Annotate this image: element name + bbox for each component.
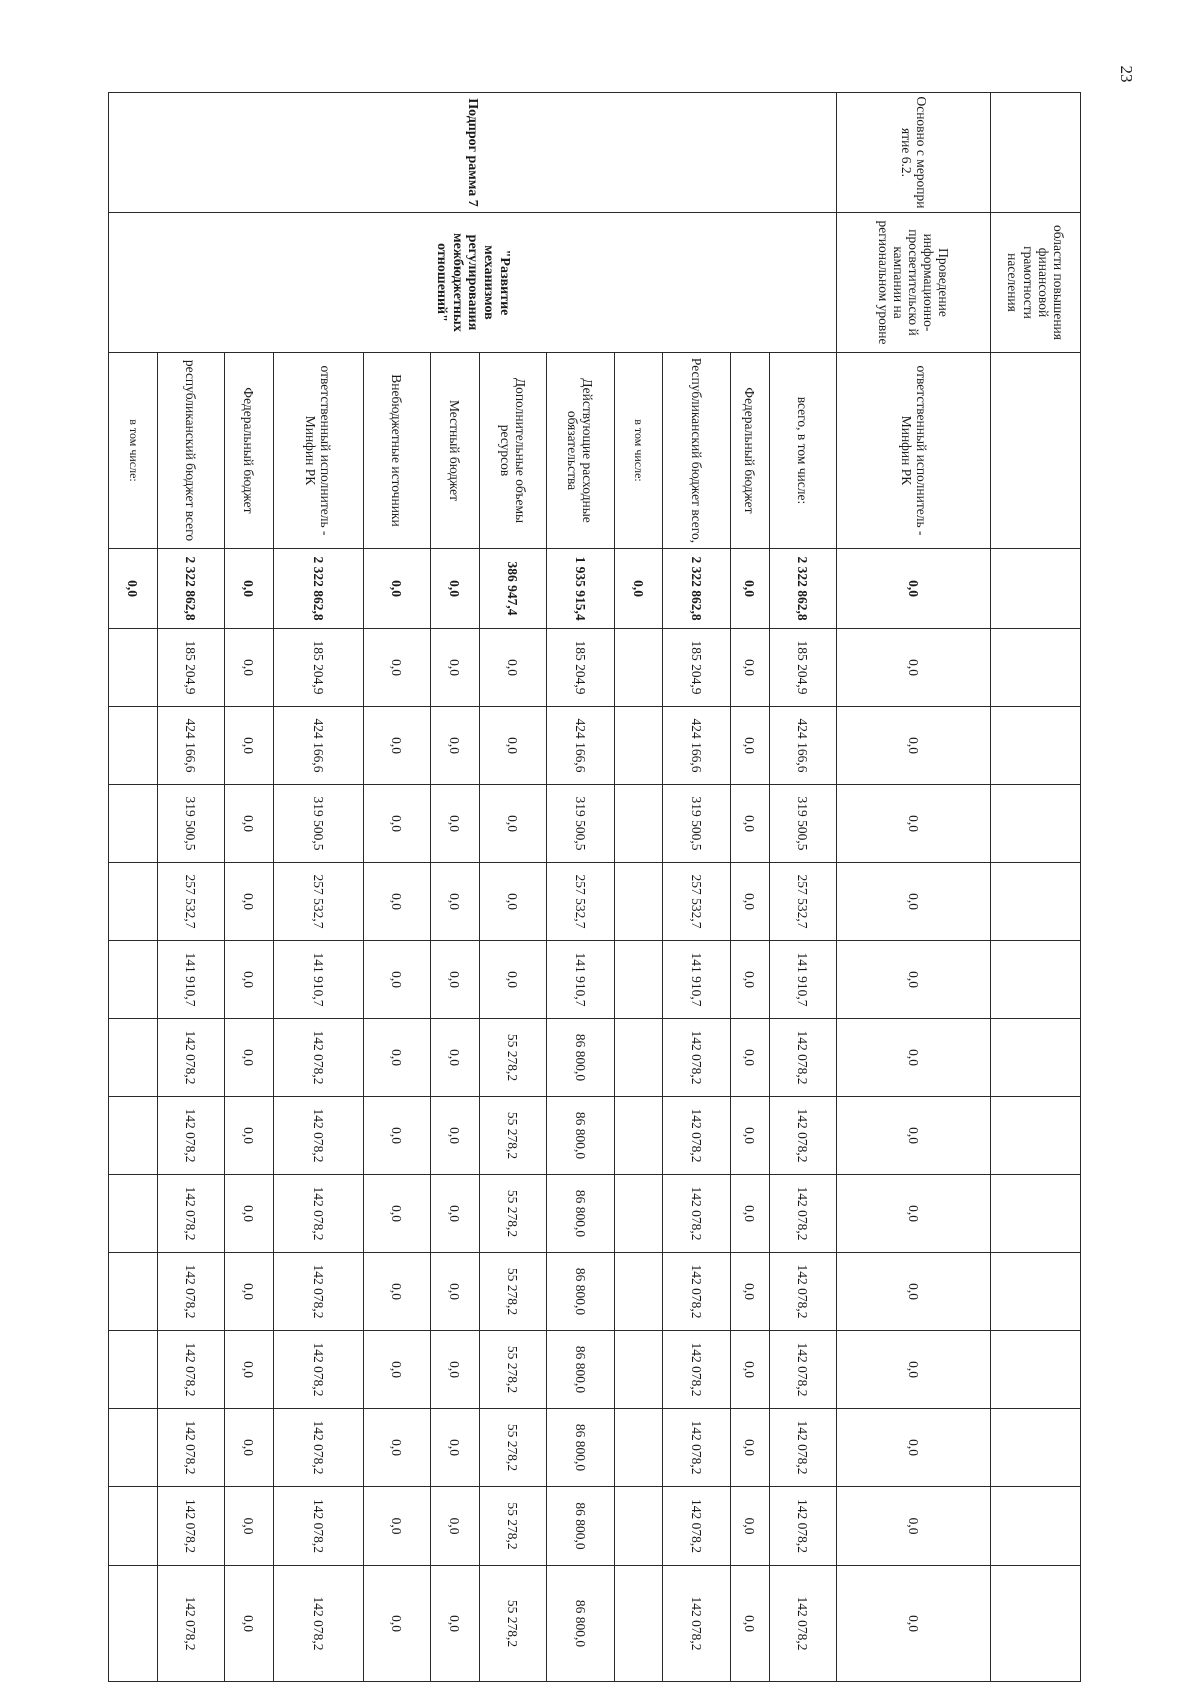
value-cell <box>614 1331 663 1409</box>
value-cell <box>109 707 158 785</box>
value-cell: 0,0 <box>837 941 991 1019</box>
rotated-table-wrapper <box>108 92 1081 1682</box>
value-cell: 142 078,2 <box>769 1487 836 1566</box>
value-cell: 1 935 915,4 <box>547 549 614 629</box>
value-cell: 142 078,2 <box>273 1253 363 1331</box>
value-cell <box>991 707 1081 785</box>
value-cell <box>109 1175 158 1253</box>
value-cell: 319 500,5 <box>273 785 363 863</box>
value-cell: 0,0 <box>225 1566 274 1682</box>
value-cell <box>109 1409 158 1487</box>
value-cell: 142 078,2 <box>273 1331 363 1409</box>
value-cell: 142 078,2 <box>273 1487 363 1566</box>
value-cell: 142 078,2 <box>769 1175 836 1253</box>
value-cell: 0,0 <box>225 1019 274 1097</box>
page-number: 23 <box>1117 65 1136 83</box>
value-cell: 142 078,2 <box>157 1331 224 1409</box>
value-cell <box>614 941 663 1019</box>
value-cell: 55 278,2 <box>479 1019 546 1097</box>
value-cell: 86 800,0 <box>547 1019 614 1097</box>
value-cell: 0,0 <box>730 863 769 941</box>
value-cell: 0,0 <box>837 1019 991 1097</box>
value-cell: 0,0 <box>225 1409 274 1487</box>
value-cell: 0,0 <box>225 629 274 707</box>
value-cell: 0,0 <box>363 785 430 863</box>
value-cell: 0,0 <box>837 863 991 941</box>
value-cell: 0,0 <box>431 629 480 707</box>
value-cell: 0,0 <box>730 1097 769 1175</box>
value-cell: 0,0 <box>479 707 546 785</box>
value-cell: 0,0 <box>837 1409 991 1487</box>
value-cell <box>991 1487 1081 1566</box>
row-name-cell: области повышения финансовой грамотности населения <box>991 213 1081 353</box>
value-cell: 86 800,0 <box>547 1331 614 1409</box>
value-cell: 0,0 <box>363 1097 430 1175</box>
value-cell: 142 078,2 <box>157 1175 224 1253</box>
value-cell: 424 166,6 <box>157 707 224 785</box>
value-cell: 142 078,2 <box>663 1019 730 1097</box>
value-cell <box>614 1253 663 1331</box>
value-cell: 142 078,2 <box>769 1566 836 1682</box>
value-cell <box>109 863 158 941</box>
value-cell: 185 204,9 <box>547 629 614 707</box>
value-cell: 0,0 <box>837 1331 991 1409</box>
value-cell: 0,0 <box>837 707 991 785</box>
value-cell: 141 910,7 <box>663 941 730 1019</box>
row-source-cell: в том числе: <box>614 353 663 549</box>
value-cell: 0,0 <box>225 1331 274 1409</box>
value-cell: 2 322 862,8 <box>769 549 836 629</box>
value-cell: 424 166,6 <box>663 707 730 785</box>
value-cell: 0,0 <box>431 863 480 941</box>
value-cell: 142 078,2 <box>769 1019 836 1097</box>
value-cell: 55 278,2 <box>479 1487 546 1566</box>
value-cell: 0,0 <box>730 785 769 863</box>
value-cell <box>109 785 158 863</box>
value-cell: 0,0 <box>730 1409 769 1487</box>
value-cell: 142 078,2 <box>769 1331 836 1409</box>
value-cell: 142 078,2 <box>157 1019 224 1097</box>
value-cell: 424 166,6 <box>547 707 614 785</box>
value-cell: 386 947,4 <box>479 549 546 629</box>
budget-table <box>108 92 1081 1682</box>
value-cell <box>614 1487 663 1566</box>
value-cell: 0,0 <box>431 1331 480 1409</box>
value-cell: 0,0 <box>837 1253 991 1331</box>
value-cell <box>991 629 1081 707</box>
value-cell: 0,0 <box>363 941 430 1019</box>
value-cell: 86 800,0 <box>547 1175 614 1253</box>
row-source-cell: республиканский бюджет всего <box>157 353 224 549</box>
value-cell: 0,0 <box>837 785 991 863</box>
value-cell <box>109 1253 158 1331</box>
value-cell: 0,0 <box>363 1566 430 1682</box>
value-cell: 86 800,0 <box>547 1487 614 1566</box>
value-cell: 0,0 <box>837 629 991 707</box>
row-source-cell: Республиканский бюджет всего, <box>663 353 730 549</box>
value-cell <box>991 1253 1081 1331</box>
value-cell: 185 204,9 <box>663 629 730 707</box>
value-cell: 0,0 <box>431 941 480 1019</box>
value-cell: 142 078,2 <box>663 1487 730 1566</box>
value-cell: 0,0 <box>363 629 430 707</box>
value-cell: 142 078,2 <box>663 1566 730 1682</box>
value-cell: 141 910,7 <box>157 941 224 1019</box>
value-cell <box>614 1566 663 1682</box>
value-cell: 86 800,0 <box>547 1409 614 1487</box>
value-cell: 0,0 <box>225 1097 274 1175</box>
value-cell: 0,0 <box>837 1566 991 1682</box>
value-cell <box>991 1331 1081 1409</box>
value-cell: 0,0 <box>730 1566 769 1682</box>
row-name-cell: Проведение информационно-просветительско й кампании на региональном уровне <box>837 213 991 353</box>
value-cell <box>991 863 1081 941</box>
value-cell: 0,0 <box>431 1409 480 1487</box>
value-cell <box>991 785 1081 863</box>
value-cell <box>109 1019 158 1097</box>
value-cell: 424 166,6 <box>273 707 363 785</box>
value-cell: 142 078,2 <box>663 1331 730 1409</box>
budget-table-frame <box>108 92 1081 1682</box>
value-cell: 0,0 <box>730 549 769 629</box>
value-cell: 55 278,2 <box>479 1097 546 1175</box>
value-cell: 55 278,2 <box>479 1331 546 1409</box>
value-cell: 0,0 <box>730 941 769 1019</box>
value-cell: 142 078,2 <box>273 1097 363 1175</box>
value-cell <box>991 1566 1081 1682</box>
value-cell: 141 910,7 <box>547 941 614 1019</box>
value-cell: 2 322 862,8 <box>157 549 224 629</box>
value-cell: 185 204,9 <box>769 629 836 707</box>
value-cell: 319 500,5 <box>663 785 730 863</box>
value-cell: 0,0 <box>730 1019 769 1097</box>
value-cell: 142 078,2 <box>157 1409 224 1487</box>
value-cell: 142 078,2 <box>769 1253 836 1331</box>
value-cell: 0,0 <box>479 941 546 1019</box>
value-cell: 319 500,5 <box>769 785 836 863</box>
value-cell: 0,0 <box>837 1487 991 1566</box>
subprogram-name: "Развитие механизмов регулирования межбюджетных отношений" <box>109 213 837 353</box>
value-cell <box>991 1175 1081 1253</box>
table-row <box>769 93 836 1682</box>
value-cell: 0,0 <box>614 549 663 629</box>
value-cell <box>991 1097 1081 1175</box>
value-cell <box>614 863 663 941</box>
row-source-cell: ответственный исполнитель - Минфин РК <box>273 353 363 549</box>
value-cell: 0,0 <box>225 1487 274 1566</box>
value-cell <box>109 629 158 707</box>
row-label-cell <box>991 93 1081 213</box>
row-source-cell: в том числе: <box>109 353 158 549</box>
value-cell: 142 078,2 <box>157 1487 224 1566</box>
value-cell <box>109 1487 158 1566</box>
subprogram-label: Подпрог рамма 7 <box>109 93 837 213</box>
value-cell: 0,0 <box>730 1253 769 1331</box>
value-cell: 185 204,9 <box>273 629 363 707</box>
value-cell: 0,0 <box>363 1175 430 1253</box>
value-cell: 0,0 <box>431 1487 480 1566</box>
value-cell: 0,0 <box>225 785 274 863</box>
value-cell: 0,0 <box>730 629 769 707</box>
row-source-cell: всего, в том числе: <box>769 353 836 549</box>
value-cell: 0,0 <box>431 707 480 785</box>
value-cell: 142 078,2 <box>273 1019 363 1097</box>
value-cell: 257 532,7 <box>769 863 836 941</box>
value-cell: 142 078,2 <box>663 1175 730 1253</box>
value-cell <box>614 1409 663 1487</box>
value-cell: 0,0 <box>730 1487 769 1566</box>
value-cell: 86 800,0 <box>547 1566 614 1682</box>
value-cell: 0,0 <box>225 707 274 785</box>
table-row <box>991 93 1081 1682</box>
value-cell: 0,0 <box>225 1253 274 1331</box>
value-cell: 55 278,2 <box>479 1175 546 1253</box>
value-cell: 0,0 <box>431 549 480 629</box>
value-cell: 0,0 <box>363 1019 430 1097</box>
value-cell: 257 532,7 <box>663 863 730 941</box>
value-cell: 0,0 <box>225 1175 274 1253</box>
value-cell: 0,0 <box>479 785 546 863</box>
value-cell: 0,0 <box>225 941 274 1019</box>
value-cell: 0,0 <box>431 785 480 863</box>
value-cell: 0,0 <box>431 1566 480 1682</box>
value-cell: 142 078,2 <box>157 1566 224 1682</box>
table-row <box>837 93 991 1682</box>
row-source-cell <box>991 353 1081 549</box>
row-label-cell: Основно с меропри ятие 6.2. <box>837 93 991 213</box>
value-cell: 55 278,2 <box>479 1566 546 1682</box>
value-cell: 0,0 <box>225 549 274 629</box>
value-cell: 142 078,2 <box>769 1409 836 1487</box>
value-cell: 142 078,2 <box>273 1566 363 1682</box>
value-cell: 319 500,5 <box>157 785 224 863</box>
value-cell: 257 532,7 <box>157 863 224 941</box>
value-cell: 0,0 <box>363 707 430 785</box>
value-cell: 0,0 <box>431 1253 480 1331</box>
value-cell: 142 078,2 <box>663 1097 730 1175</box>
value-cell: 0,0 <box>730 707 769 785</box>
row-source-cell: Федеральный бюджет <box>730 353 769 549</box>
value-cell: 141 910,7 <box>769 941 836 1019</box>
value-cell: 319 500,5 <box>547 785 614 863</box>
value-cell: 142 078,2 <box>663 1409 730 1487</box>
value-cell <box>614 1175 663 1253</box>
value-cell: 141 910,7 <box>273 941 363 1019</box>
value-cell: 0,0 <box>363 1409 430 1487</box>
row-source-cell: ответственный исполнитель - Минфин РК <box>837 353 991 549</box>
value-cell: 424 166,6 <box>769 707 836 785</box>
value-cell: 142 078,2 <box>157 1097 224 1175</box>
value-cell: 0,0 <box>363 1253 430 1331</box>
value-cell: 0,0 <box>431 1175 480 1253</box>
value-cell <box>614 1019 663 1097</box>
value-cell <box>109 1097 158 1175</box>
value-cell: 257 532,7 <box>547 863 614 941</box>
value-cell: 0,0 <box>109 549 158 629</box>
value-cell: 0,0 <box>363 1487 430 1566</box>
row-source-cell: Федеральный бюджет <box>225 353 274 549</box>
value-cell: 0,0 <box>837 549 991 629</box>
value-cell: 142 078,2 <box>769 1097 836 1175</box>
value-cell <box>614 1097 663 1175</box>
value-cell: 86 800,0 <box>547 1097 614 1175</box>
value-cell: 257 532,7 <box>273 863 363 941</box>
value-cell <box>109 941 158 1019</box>
value-cell: 0,0 <box>363 863 430 941</box>
value-cell: 0,0 <box>363 1331 430 1409</box>
value-cell: 0,0 <box>479 863 546 941</box>
value-cell <box>991 941 1081 1019</box>
row-source-cell: Дополнительные объемы ресурсов <box>479 353 546 549</box>
value-cell: 0,0 <box>225 863 274 941</box>
value-cell: 0,0 <box>730 1331 769 1409</box>
value-cell: 142 078,2 <box>273 1409 363 1487</box>
value-cell: 0,0 <box>431 1097 480 1175</box>
value-cell: 0,0 <box>837 1097 991 1175</box>
value-cell <box>109 1566 158 1682</box>
value-cell: 55 278,2 <box>479 1253 546 1331</box>
value-cell <box>991 1019 1081 1097</box>
value-cell: 142 078,2 <box>273 1175 363 1253</box>
value-cell: 86 800,0 <box>547 1253 614 1331</box>
row-source-cell: Внебюджетные источники <box>363 353 430 549</box>
value-cell: 2 322 862,8 <box>273 549 363 629</box>
value-cell: 2 322 862,8 <box>663 549 730 629</box>
value-cell <box>991 1409 1081 1487</box>
value-cell <box>614 629 663 707</box>
value-cell: 0,0 <box>363 549 430 629</box>
value-cell: 142 078,2 <box>157 1253 224 1331</box>
row-source-cell: Местный бюджет <box>431 353 480 549</box>
value-cell: 0,0 <box>479 629 546 707</box>
value-cell <box>109 1331 158 1409</box>
value-cell <box>614 707 663 785</box>
value-cell: 0,0 <box>431 1019 480 1097</box>
value-cell: 0,0 <box>837 1175 991 1253</box>
value-cell <box>614 785 663 863</box>
value-cell: 142 078,2 <box>663 1253 730 1331</box>
value-cell <box>991 549 1081 629</box>
value-cell: 55 278,2 <box>479 1409 546 1487</box>
row-source-cell: Действующие расходные обязательства <box>547 353 614 549</box>
value-cell: 0,0 <box>730 1175 769 1253</box>
value-cell: 185 204,9 <box>157 629 224 707</box>
